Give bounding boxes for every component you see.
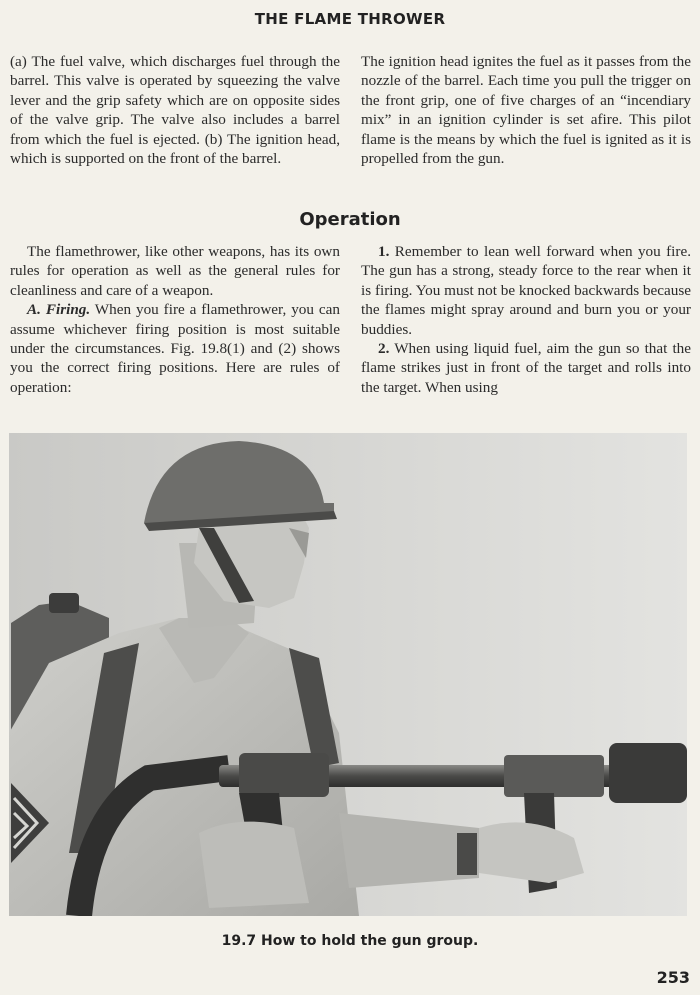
figure-photo bbox=[9, 433, 687, 916]
operation-right-column bbox=[361, 242, 691, 397]
page-number: 253 bbox=[656, 968, 690, 987]
firing-text: When you fire a flamethrower, you can assume whichever firing position is most suitable under the circumstances. Fig. 19.8(1) and (2) shows you the correct firing positions. Here are rules of operation: bbox=[10, 301, 340, 396]
intro-right-column bbox=[361, 52, 691, 168]
rule-1-number: 1. bbox=[378, 243, 390, 260]
intro-left-column bbox=[10, 52, 340, 168]
rule-1-text: Remember to lean well forward when you fire. The gun has a strong, steady force to the rear when it is firing. You must not be knocked backwards because the flames might spray around and burn you or your buddies. bbox=[361, 243, 691, 338]
rule-2-paragraph bbox=[361, 339, 691, 397]
intro-left-paragraph: (a) The fuel valve, which discharges fuel through the barrel. This valve is operated by squeezing the valve lever and the grip safety which are on opposite sides of the valve grip. The valve also includes a barrel from which the fuel is ejected. (b) The ignition head, which is supported on the front of the barrel. bbox=[10, 53, 340, 168]
rule-1-paragraph bbox=[361, 242, 691, 339]
firing-label: A. Firing. bbox=[27, 301, 91, 319]
firing-paragraph bbox=[10, 300, 340, 397]
operation-left-column bbox=[10, 242, 340, 397]
operation-intro-paragraph: The flamethrower, like other weapons, has its own rules for operation as well as the general rules for cleanliness and care of a weapon. bbox=[10, 243, 340, 299]
figure-caption: 19.7 How to hold the gun group. bbox=[221, 933, 479, 949]
soldier-with-flamethrower-illustration bbox=[9, 433, 687, 916]
rule-2-number: 2. bbox=[378, 340, 390, 358]
running-head: THE FLAME THROWER bbox=[254, 10, 446, 28]
intro-right-paragraph: The ignition head ignites the fuel as it passes from the nozzle of the barrel. Each time you pull the trigger on the front grip, one of five charges of an “incendiary mix” in an ignition cylinder is set afire. This pilot flame is the means by which the fuel is ignited as it is propelled from the gun. bbox=[361, 53, 691, 168]
section-heading: Operation bbox=[299, 209, 401, 230]
rule-2-text: When using liquid fuel, aim the gun so that the flame strikes just in front of the target and rolls into the target. When using bbox=[361, 340, 691, 396]
